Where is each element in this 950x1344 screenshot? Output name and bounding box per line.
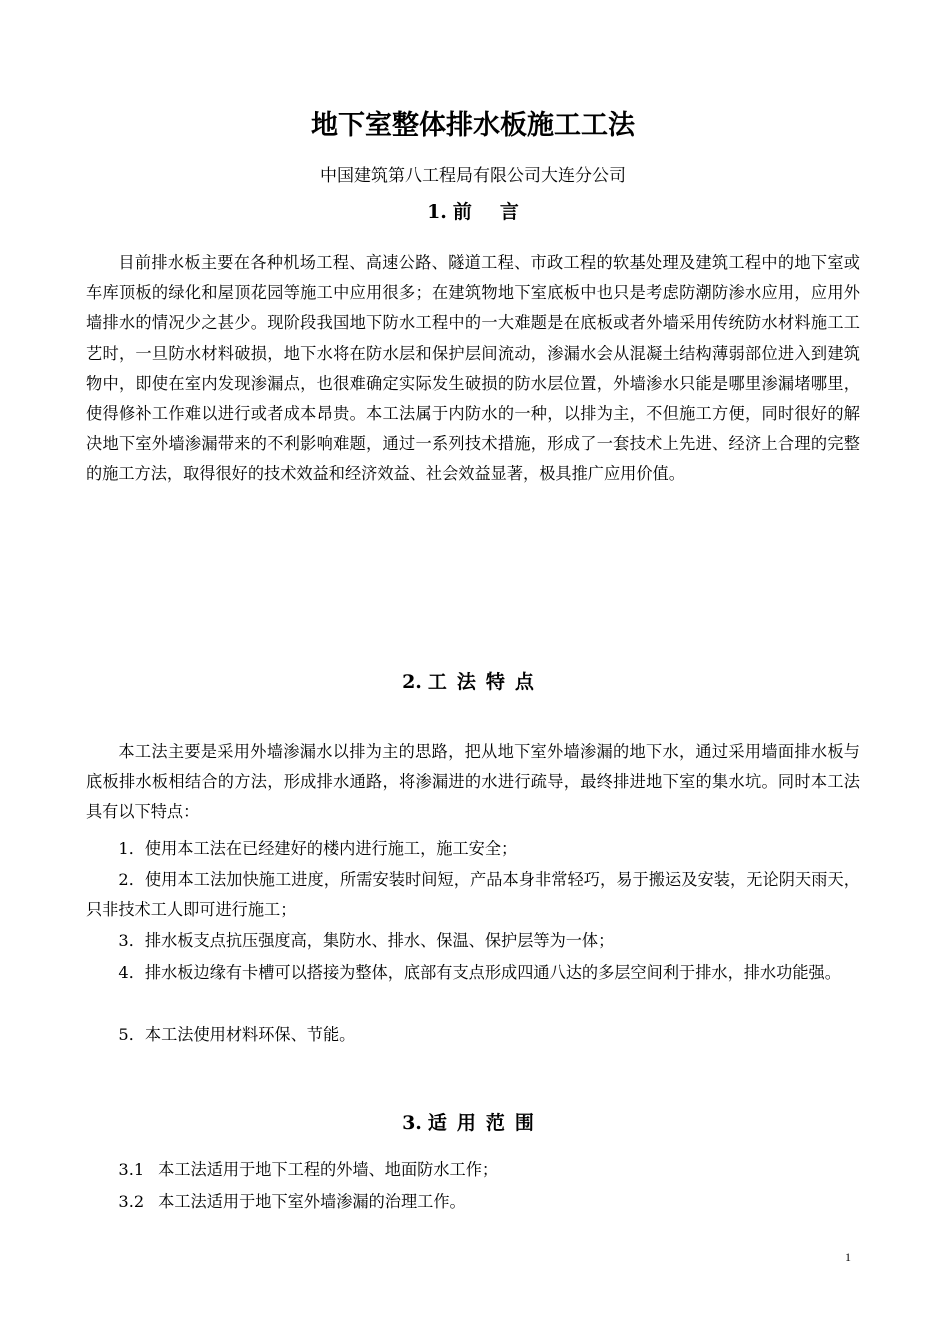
scope-item (86, 1155, 860, 1185)
section-title: 工法特点 (427, 671, 544, 693)
scope-item-text: 本工法适用于地下工程的外墙、地面防水工作； (158, 1160, 499, 1179)
section-2-paragraph: 本工法主要是采用外墙渗漏水以排为主的思路，把从地下室外墙渗漏的地下水，通过采用墙面排水板与底板排水板相结合的方法，形成排水通路，将渗漏进的水进行疏导，最终排进地下室的集水坑。同时本工法具有以下特点： (86, 742, 860, 822)
section-heading-3 (86, 1108, 860, 1138)
section-number: 3. (402, 1112, 422, 1134)
scope-item-number: 3.2 (118, 1192, 145, 1211)
scope-item (86, 1187, 860, 1217)
section-title: 适用范围 (427, 1112, 544, 1134)
feature-item: 2．使用本工法加快施工进度，所需安装时间短，产品本身非常轻巧，易于搬运及安装，无论阴天雨天，只非技术工人即可进行施工； (86, 870, 860, 920)
feature-item: 1．使用本工法在已经建好的楼内进行施工，施工安全； (118, 839, 518, 858)
feature-item: 5．本工法使用材料环保、节能。 (118, 1025, 356, 1044)
page-number: 1 (845, 1250, 851, 1264)
document-page (86, 0, 860, 1344)
document-title: 地下室整体排水板施工工法 (311, 110, 635, 141)
scope-item-text: 本工法适用于地下室外墙渗漏的治理工作。 (158, 1192, 466, 1211)
section-heading-1 (86, 197, 860, 227)
feature-item: 3．排水板支点抗压强度高，集防水、排水、保温、保护层等为一体； (118, 931, 615, 950)
document-author: 中国建筑第八工程局有限公司大连分公司 (320, 166, 626, 186)
section-1-paragraph: 目前排水板主要在各种机场工程、高速公路、隧道工程、市政工程的软基处理及建筑工程中的地下室或车库顶板的绿化和屋顶花园等施工中应用很多；在建筑物地下室底板中也只是考虑防潮防渗水应用，应用外墙排水的情况少之甚少。现阶段我国地下防水工程中的一大难题是在底板或者外墙采用传统防水材料施工工艺时，一旦防水材料破损，地下水将在防水层和保护层间流动，渗漏水会从混凝土结构薄弱部位进入到建筑物中，即使在室内发现渗漏点，也很难确定实际发生破损的防水层位置，外墙渗水只能是哪里渗漏堵哪里，使得修补工作难以进行或者成本昂贵。本工法属于内防水的一种，以排为主，不但施工方便，同时很好的解决地下室外墙渗漏带来的不利影响难题，通过一系列技术措施，形成了一套技术上先进、经济上合理的完整的施工方法，取得很好的技术效益和经济效益、社会效益显著，极具推广应用价值。 (86, 253, 860, 484)
section-title: 前言 (452, 201, 547, 223)
feature-item: 4．排水板边缘有卡槽可以搭接为整体，底部有支点形成四通八达的多层空间利于排水，排水功能强。 (118, 963, 841, 982)
section-number: 1. (427, 201, 447, 223)
section-heading-2 (86, 667, 860, 697)
scope-item-number: 3.1 (118, 1160, 145, 1179)
section-number: 2. (402, 671, 422, 693)
